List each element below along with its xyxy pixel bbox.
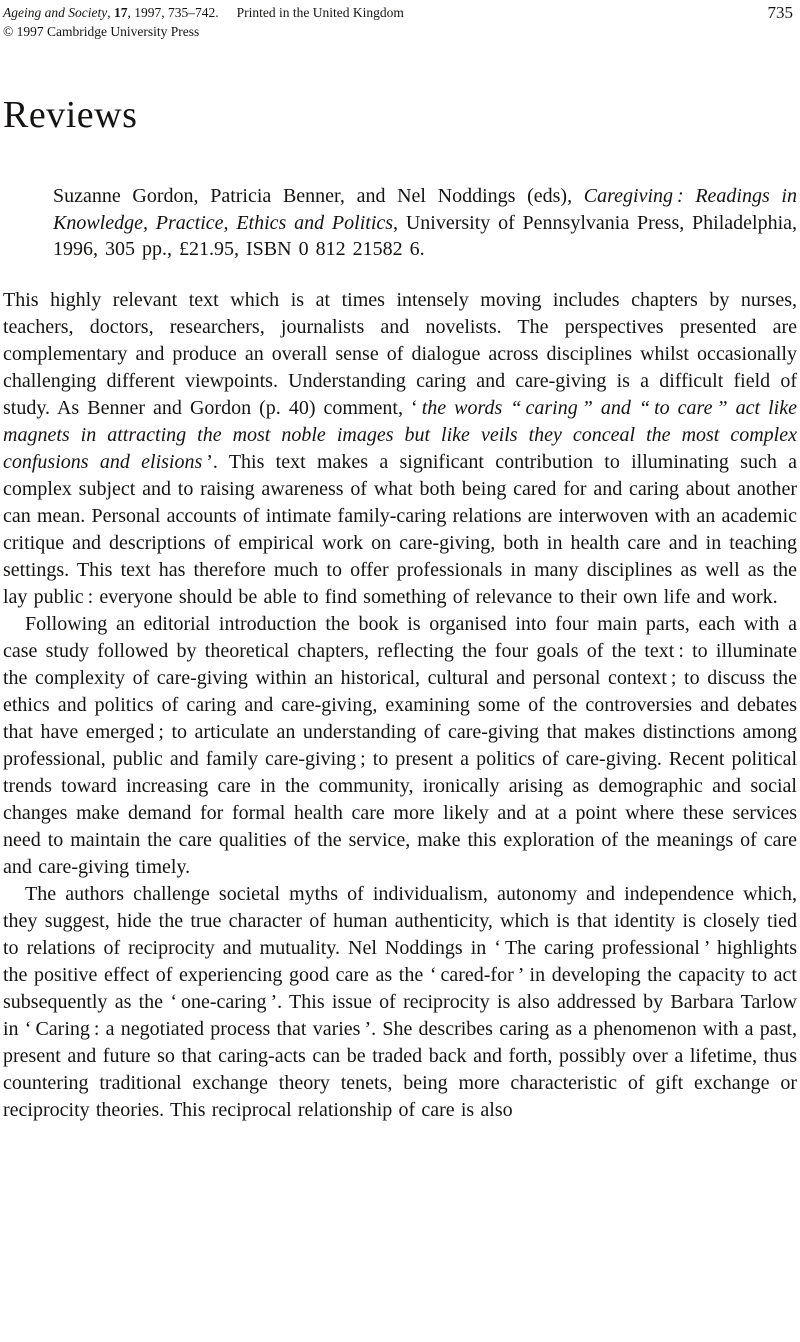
text-segment: Caregiving : Readings in Knowledge, Practice, Ethics and Politics [53, 185, 797, 234]
review-paragraph-3 [3, 881, 797, 1124]
text-segment: ’. This text makes a significant contribution to illuminating such a complex subject and to raising awareness of what both being cared for and caring about another can mean. Personal accounts of intimate family-caring relations are interwoven with an academic critique and descriptions of empirical work on care-giving, both in health care and in teaching settings. This text has therefore much to offer professionals in many disciplines as well as the lay public : everyone should be able to find something of relevance to their own life and work. [3, 450, 797, 608]
journal-citation-line [3, 3, 404, 22]
running-head [3, 3, 797, 41]
page-title: Reviews [3, 94, 138, 136]
text-segment: Suzanne Gordon, Patricia Benner, and Nel Noddings (eds), [53, 185, 584, 207]
review-body [3, 287, 797, 1124]
page-number: 735 [767, 3, 793, 22]
review-paragraph-2 [3, 611, 797, 881]
text-segment: The authors challenge societal myths of individualism, autonomy and independence which, they suggest, hide the true character of human authenticity, which is that identity is closely tied to relations of reciprocity and mutuality. Nel Noddings in ‘ The caring professional ’ highlights the positive effect of experiencing good care as the ‘ cared-for ’ in developing the capacity to act subsequently as the ‘ one-caring ’. This issue of reciprocity is also addressed by Barbara Tarlow in ‘ Caring : a negotiated process that varies ’. She describes caring as a phenomenon with a past, present and future so that caring-acts can be traded back and forth, possibly over a lifetime, thus countering traditional exchange theory tenets, being more characteristic of gift exchange or reciprocity theories. This reciprocal relationship of care is also [3, 882, 797, 1121]
text-segment: 17 [113, 5, 128, 20]
copyright-line: © 1997 Cambridge University Press [3, 24, 200, 39]
book-citation [3, 183, 797, 263]
text-segment: , [107, 5, 114, 20]
text-segment: Following an editorial introduction the book is organised into four main parts, each with a case study followed by theoretical chapters, reflecting the four goals of the text : to illuminate the complexity of care-giving within an historical, cultural and personal context ; to discuss the ethics and politics of caring and care-giving, examining some of the controversies and debates that have emerged ; to articulate an understanding of care-giving that makes distinctions among professional, public and family care-giving ; to present a politics of care-giving. Recent political trends toward increasing care in the community, ironically arising as demographic and social changes make demand for formal health care more likely and at a point where these services need to maintain the care qualities of the service, make this exploration of the meanings of care and care-giving timely. [3, 612, 797, 878]
text-segment: Ageing and Society [3, 5, 108, 20]
text-segment: Printed in the United Kingdom [236, 5, 404, 20]
text-segment: This highly relevant text which is at times intensely moving includes chapters by nurses, teachers, doctors, researchers, journalists and novelists. The perspectives presented are complementary and produce an overall sense of dialogue across disciplines whilst occasionally challenging different viewpoints. Understanding caring and care-giving is a difficult field of study. As Benner and Gordon (p. 40) comment, ‘ [3, 288, 797, 419]
text-segment: , 1997, 735–742. [127, 5, 219, 20]
review-paragraph-1 [3, 287, 797, 611]
running-head-left [3, 3, 404, 41]
text-segment: , University of Pennsylvania Press, Philadelphia, 1996, 305 pp., £21.95, ISBN 0 812 21582 6. [53, 211, 798, 260]
text-segment: the words “ caring ” and “ to care ” act like magnets in attracting the most noble images but like veils they conceal the most complex confusions and elisions [3, 396, 797, 473]
